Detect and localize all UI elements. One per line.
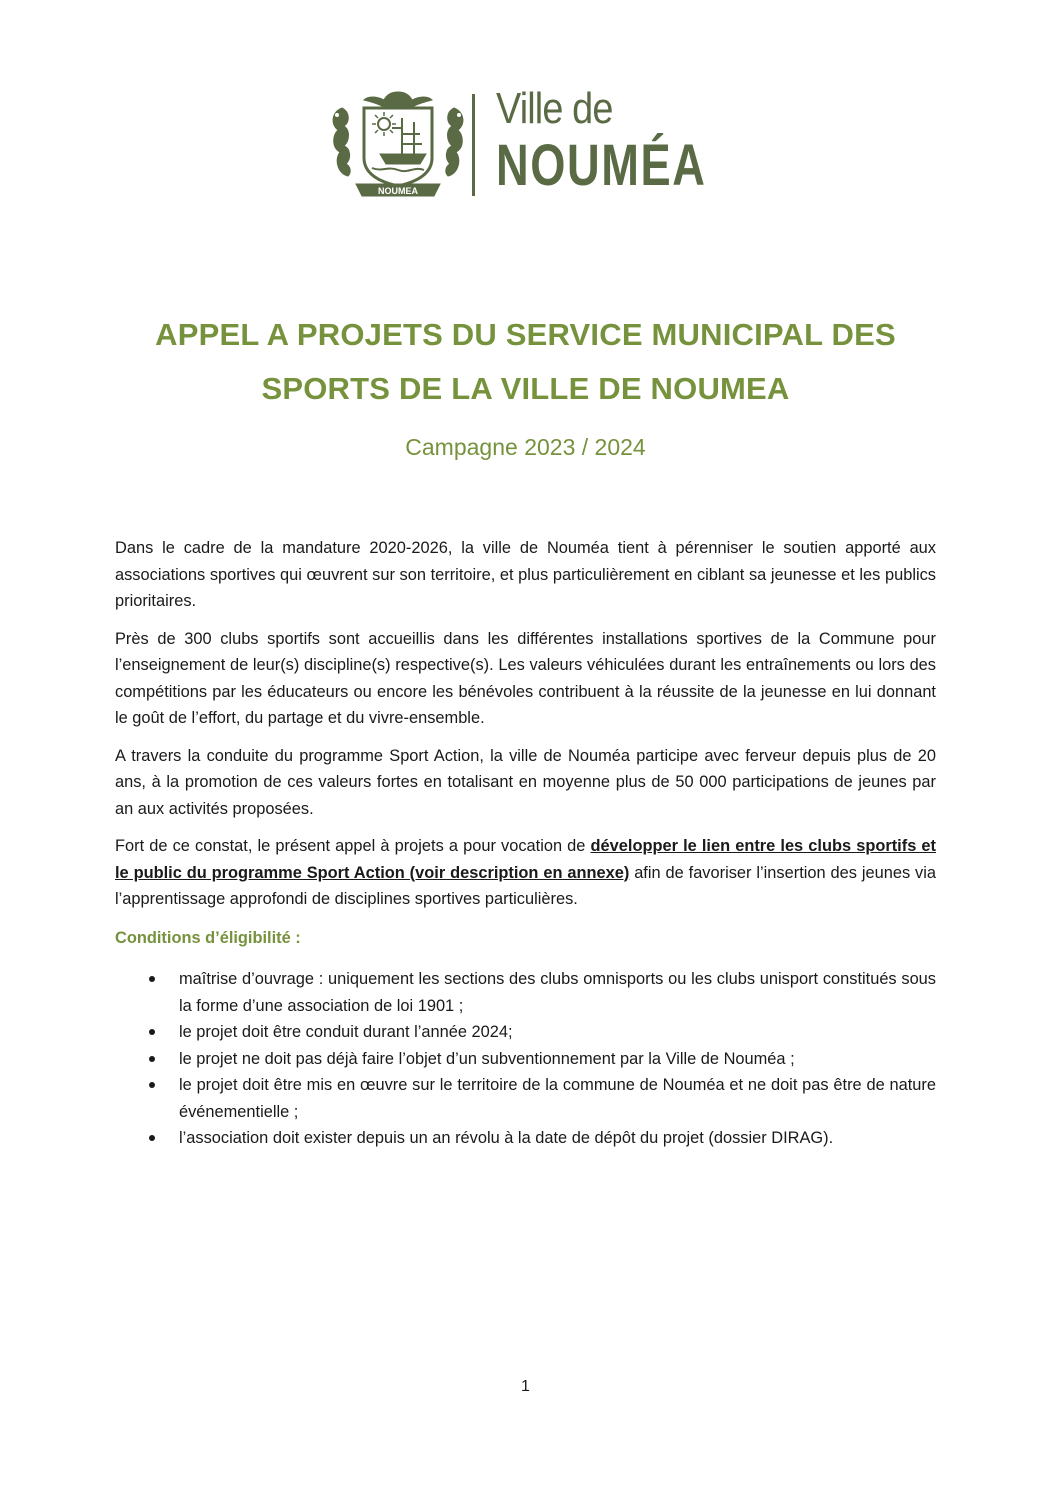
conditions-list	[115, 966, 936, 1152]
list-item-text: maîtrise d’ouvrage : uniquement les sections des clubs omnisports ou les clubs unisport constitués sous la forme d’une association de loi 1901 ;	[179, 970, 936, 1015]
logo-ville-text: Ville de	[496, 84, 613, 133]
crest-banner-text: NOUMEA	[378, 186, 418, 196]
list-item	[115, 1072, 936, 1125]
title-line-1: APPEL A PROJETS DU SERVICE MUNICIPAL DES	[155, 317, 896, 352]
paragraph-vocation	[115, 833, 936, 913]
list-item-text: le projet ne doit pas déjà faire l’objet d’un subventionnement par la Ville de Nouméa ;	[179, 1049, 795, 1068]
bullet-icon	[149, 1056, 155, 1062]
list-item	[115, 1046, 936, 1073]
logo-noumea-text: NOUMÉA	[496, 133, 707, 198]
document-title	[0, 308, 1051, 416]
paragraph-mandature: Dans le cadre de la mandature 2020-2026, la ville de Nouméa tient à pérenniser le soutien apporté aux associations sportives qui œuvrent sur son territoire, et plus particulièrement en ciblant sa jeunesse et les publics prioritaires.	[115, 539, 936, 610]
noumea-crest-icon	[328, 88, 468, 200]
vocation-highlight: développer le lien entre les clubs sportifs et le public du programme Sport Action (voir description en annexe)	[115, 837, 936, 882]
bullet-icon	[149, 1029, 155, 1035]
document-body	[115, 535, 936, 1152]
vocation-outro: afin de favoriser l’insertion des jeunes via l’apprentissage approfondi de disciplines sportives particulières.	[115, 863, 936, 908]
list-item-text: l’association doit exister depuis un an révolu à la date de dépôt du projet (dossier DIRAG).	[179, 1129, 834, 1147]
bullet-icon	[149, 1082, 155, 1088]
city-logo	[328, 84, 728, 200]
paragraph-clubs: Près de 300 clubs sportifs sont accueillis dans les différentes installations sportives de la Commune pour l’enseignement de leur(s) discipline(s) respective(s). Les valeurs véhiculées durant les entraînements ou lors des compétitions par les éducateurs ou encore les bénévoles contribuent à la réussite de la jeunesse en lui donnant le goût de l’effort, du partage et du vivre-ensemble.	[115, 629, 936, 727]
list-item	[115, 966, 936, 1019]
paragraph-sport-action: A travers la conduite du programme Sport Action, la ville de Nouméa participe avec ferveur depuis plus de 20 ans, à la promotion de ces valeurs fortes en totalisant en moyenne plus de 50 000 participations de jeunes par an aux activités proposées.	[115, 746, 936, 818]
list-item	[115, 1019, 936, 1046]
list-item-text: le projet doit être conduit durant l’année 2024;	[179, 1023, 513, 1041]
bullet-icon	[149, 1135, 155, 1141]
list-item	[115, 1125, 936, 1152]
bullet-icon	[149, 976, 155, 982]
page-number: 1	[521, 1378, 530, 1395]
conditions-heading: Conditions d’éligibilité :	[115, 928, 301, 947]
campaign-subtitle: Campagne 2023 / 2024	[405, 434, 646, 460]
vocation-intro: Fort de ce constat, le présent appel à projets a pour vocation de	[115, 837, 591, 855]
list-item-text: le projet doit être mis en œuvre sur le territoire de la commune de Nouméa et ne doit pas être de nature événementielle ;	[179, 1076, 936, 1121]
title-line-2: SPORTS DE LA VILLE DE NOUMEA	[261, 371, 790, 406]
logo-divider	[472, 94, 475, 196]
